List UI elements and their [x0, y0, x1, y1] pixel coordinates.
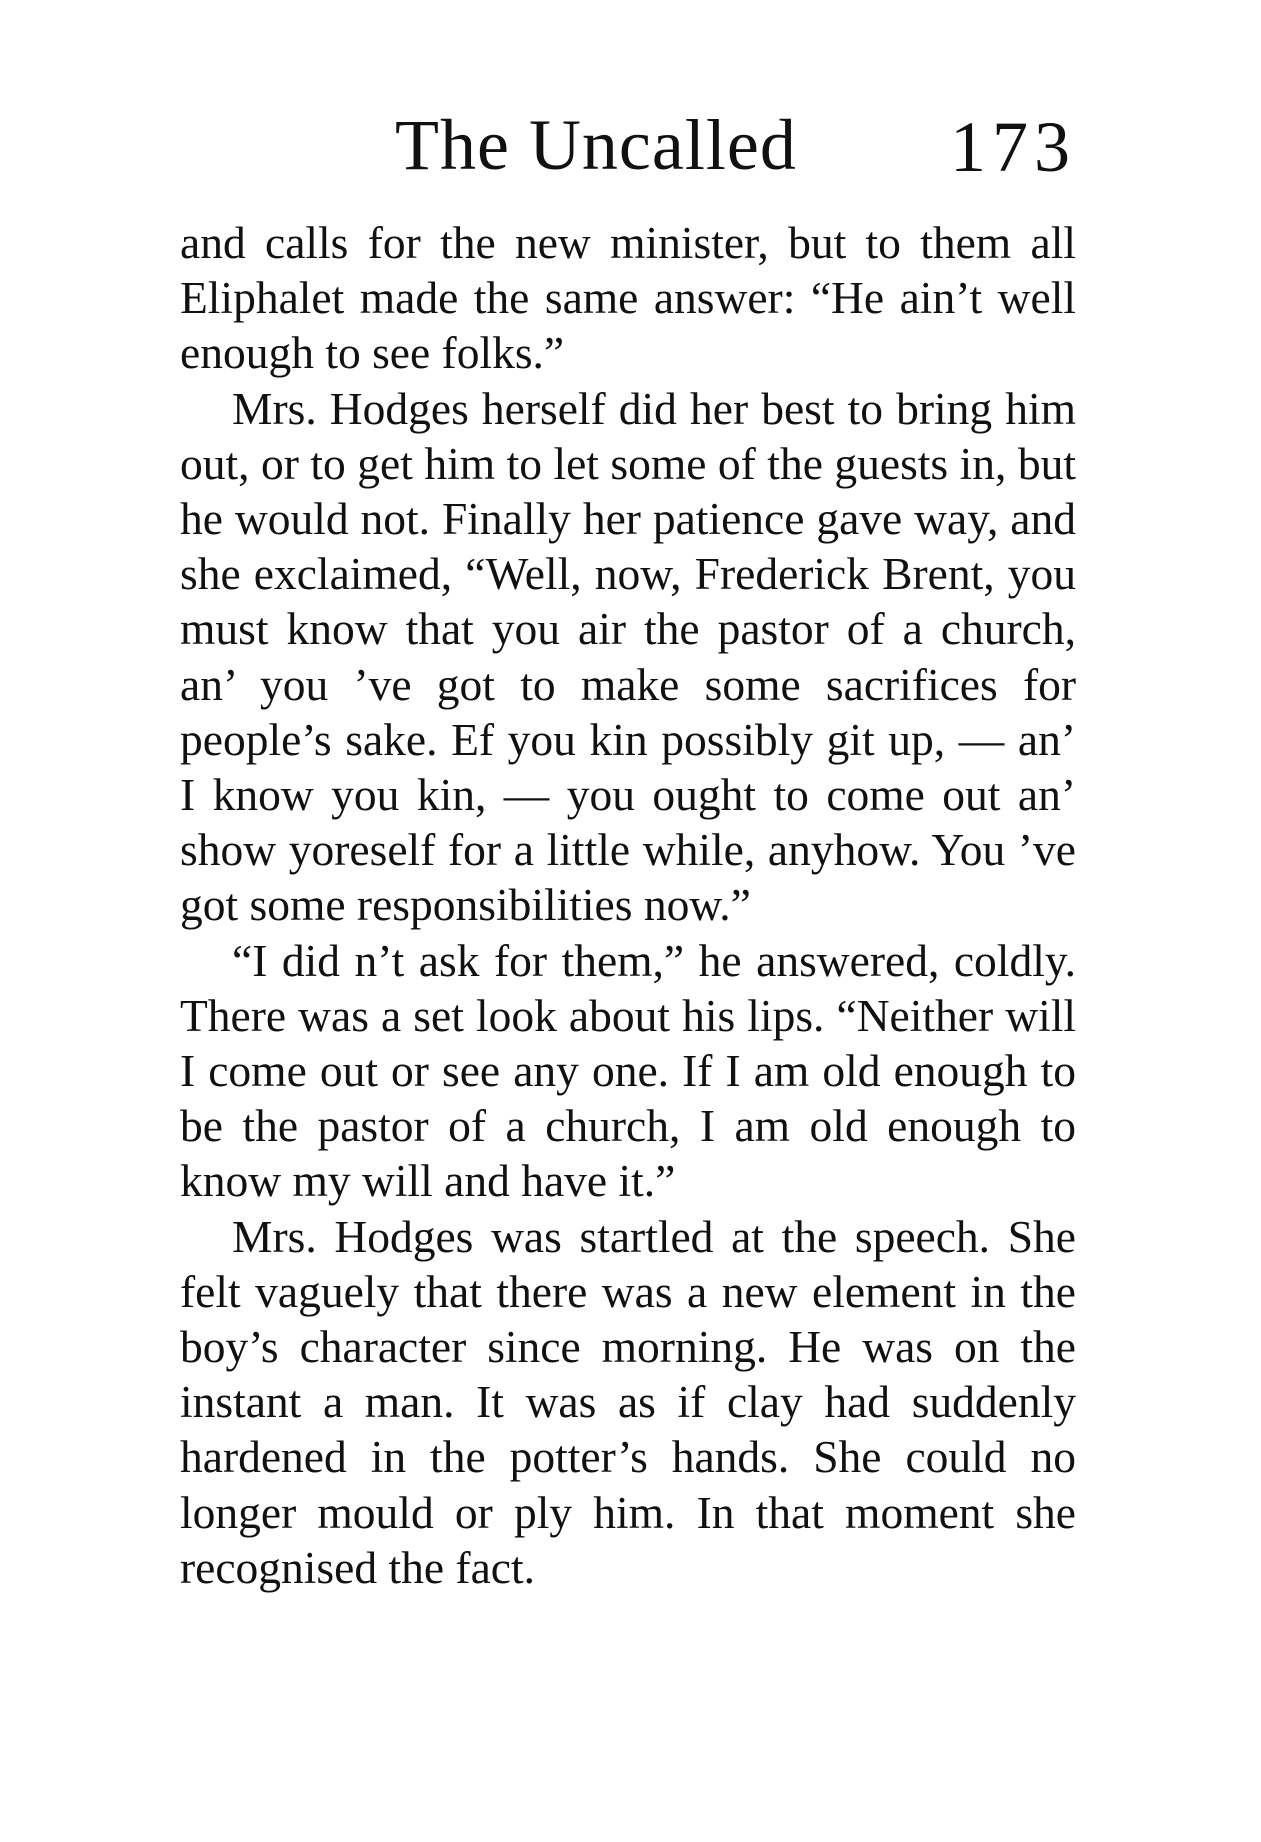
page-number: 173 — [950, 107, 1076, 187]
paragraph: Mrs. Hodges herself did her best to bring him out, or to get him to let some of the guests in, but he would not. Finally her patience gave way, and she exclaimed, “Well, now, Frederick Brent, you must know that you air the pastor of a church, an’ you ’ve got to make some sacrifices for people’s sake. Ef you kin possibly git up, — an’ I know you kin, — you ought to come out an’ show yoreself for a little while, anyhow. You ’ve got some responsibilities now.” — [180, 382, 1076, 931]
running-head — [180, 100, 1076, 190]
body-text — [180, 215, 1076, 1595]
paragraph-continuation: and calls for the new minister, but to them all Eliphalet made the same answer: “He ain’t well enough to see folks.” — [180, 217, 1076, 379]
paragraph: “I did n’t ask for them,” he answered, coldly. There was a set look about his lips. “Neither will I come out or see any one. If I am old enough to be the pastor of a church, I am old enough to know my will and have it.” — [180, 934, 1076, 1207]
paragraph: Mrs. Hodges was startled at the speech. She felt vaguely that there was a new element in the boy’s character since morning. He was on the instant a man. It was as if clay had suddenly hardened in the potter’s hands. She could no longer mould or ply him. In that moment she recognised the fact. — [180, 1210, 1076, 1593]
running-title: The Uncalled — [395, 105, 797, 185]
